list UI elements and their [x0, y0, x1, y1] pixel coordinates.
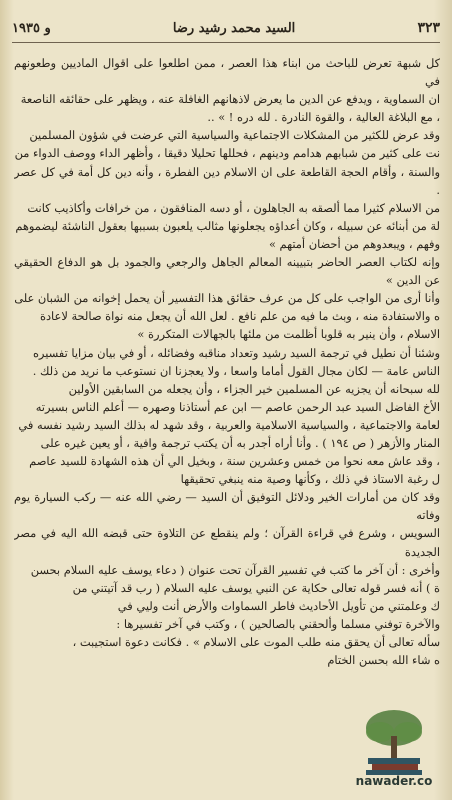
tree-books-logo-icon	[354, 706, 434, 776]
text-line: وقد عرض للكثير من المشكلات الاجتماعية والسياسية التي عرضت في شؤون المسلمين	[29, 128, 440, 143]
text-line: الناس عامة — لكان مجال القول أماما واسعا ، ولا يعجزنا ان نستوعب ما نريد من ذلك .	[32, 363, 440, 378]
text-line: ه شاء الله بحسن الختام	[327, 653, 440, 668]
text-line: ك وعلمتني من تأويل الأحاديث فاطر السماوات والأرض أنت وليي في	[117, 598, 440, 613]
text-line: وأنا أرى من الواجب على كل من عرف حقائق هذا التفسير أن يحمل إخوانه من الشبان على	[14, 291, 440, 306]
text-line: ه والاستفادة منه ، وبث ما فيه من علم نافع . لعل الله أن يجعل منه نواة صالحة لاعادة	[40, 309, 440, 324]
page-body-text	[14, 54, 440, 760]
text-line: الأخ الفاضل السيد عبد الرحمن عاصم — ابن عم أستاذنا وصهره — أعلم الناس بسيرته	[35, 399, 440, 414]
text-line: من الاسلام كثيرا مما ألصقه به الجاهلون ، أو دسه المنافقون ، من خرافات وأكاذيب كانت	[27, 200, 440, 215]
text-line: وأخرى : أن آخر ما كتب في تفسير القرآن تحت عنوان ( دعاء يوسف عليه السلام بحسن	[30, 562, 440, 577]
text-line: ان السماوية ، ويدفع عن الدين ما يعرض لاذهانهم الغافلة عنه ، ويظهر على حقائقه الناصعة	[20, 92, 440, 107]
header-year: و ١٩٣٥	[12, 20, 51, 36]
text-line: لله سبحانه أن يجزيه عن المسلمين خير الجزاء ، وأن يجعله من السابقين الأولين	[68, 381, 440, 396]
text-line: ة ) أنه فسر قوله تعالى حكاية عن النبي يوسف عليه السلام ( رب قد آتيتني من	[72, 580, 440, 595]
running-title: السيد محمد رشيد رضا	[172, 20, 296, 36]
text-line: كل شبهة تعرض للباحث من ابناء هذا العصر ، ممن اطلعوا على اقوال الماديين وطعونهم في	[14, 56, 440, 89]
text-line: وشئنا أن نطيل في ترجمة السيد رشيد وتعداد مناقبه وفضائله ، أو في بيان مزايا تفسيره	[32, 345, 440, 360]
page-header	[12, 14, 440, 43]
text-line: والآخرة توفني مسلما وألحقني بالصالحين ) ، وكتب في آخر تفسيرها :	[116, 616, 440, 631]
text-line: ل رغبة الاستاذ في ذلك ، وكأنها وصية منه ينبغي تحقيقها	[180, 472, 440, 487]
text-line: سأله تعالى أن يحقق منه طلب الموت على الاسلام » . فكانت دعوة استجيبت ،	[72, 635, 440, 649]
text-line: وإنه لكتاب العصر الحاضر بتبيينه المعالم الجاهل والرجعي والجمود بل هو الدفاع الحقيقي عن الدين »	[14, 255, 440, 288]
text-line: السويس ، وشرع في قراءة القرآن ؛ ولم ينقطع عن التلاوة حتى قبضه الله اليه في مصر الجديدة	[14, 526, 440, 559]
text-line: المنار والأزهر ( ص ١٩٤ ) . وأنا أراه أجدر به أن يكتب ترجمة وافية ، أو يعين غيره على	[40, 435, 440, 450]
text-line: والسنة ، وأقام الحجة القاطعة على ان الاسلام دين الفطرة ، وأنه دين كل أمة في كل عصر .	[14, 164, 440, 197]
text-line: ، مع البلاغة العالية ، والقوة النادرة . لله دره ! » ..	[207, 110, 440, 125]
text-line: ، وقد عاش معه نحوا من خمس وعشرين سنة ، وبخيل الي أن هذه الشهادة للسيد عاصم	[29, 454, 440, 469]
nawader-watermark	[350, 698, 438, 788]
text-line: لعامة والاجتماعية ، والسياسية الاسلامية والعربية ، وقد شهد له بذلك السيد رشيد نفسه في	[18, 417, 440, 432]
text-line: وفهم ، ويبعدوهم من أحضان أمتهم »	[268, 236, 440, 251]
text-line: وقد كان من أمارات الخير ودلائل التوفيق أن السيد — رضي الله عنه — ركب السيارة يوم وفاته	[14, 490, 440, 523]
page-number: ٣٢٣	[417, 20, 440, 36]
text-line: الاسلام ، وأن ينير به قلوبا أظلمت من ملئها بالجهالات المتكررة »	[137, 327, 440, 342]
text-line: لة من أبنائه عن سبيله ، وكان أعداؤه يجعلونها مثالب يلعبون بسببها بعقول الناشئة ليضموهم	[15, 218, 440, 233]
text-line: نت على كثير من شبابهم هدامم ودينهم ، فحللها تحليلا دقيقا ، وأظهر الداء ووصف الدواء من	[14, 146, 440, 161]
watermark-text: nawader.co	[355, 774, 433, 788]
